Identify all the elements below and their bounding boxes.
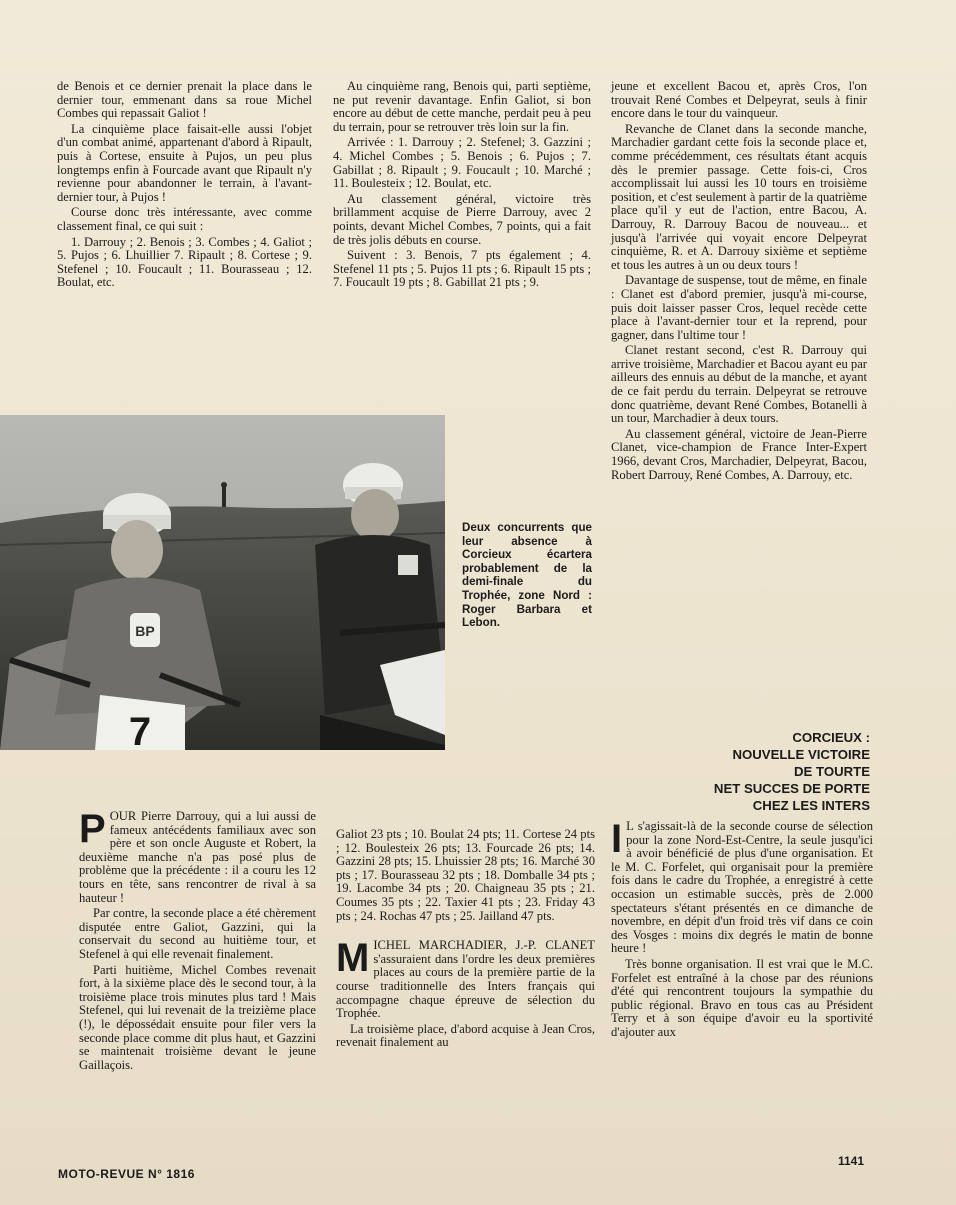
- paragraph: Suivent : 3. Benois, 7 pts également ; 4. Stefenel 11 pts ; 5. Pujos 11 pts ; 6. Ripault 15 pts ; 7. Foucault 19 pts ; 8. Gabillat 21 pts ; 9.: [333, 248, 591, 290]
- paragraph: [79, 807, 316, 905]
- paragraph: Parti huitième, Michel Combes revenait fort, à la sixième place dès le second tour, à la troisième place trois minutes plus tard ! Mais Stefenel, qui lui revenait de la treizième place (!), le dépossédait ensuite pour filer vers la seconde place comme dit plus haut, et Gazzini se maintenait troisième devant le jeune Gaillaçois.: [79, 962, 316, 1072]
- article-column-4: [79, 807, 316, 1074]
- paragraph-text: L s'agissait-là de la seconde course de sélection pour la zone Nord-Est-Centre, la seule jusqu'ici à avoir bénéficié de plus d'une organisation. Et le M. C. Forfelet, qui organisait pour la première fois dans le cadre du Trophée, a enregistré à cette occasion un estimable succès, près de 2.000 spectateurs s'étant présentés en ce dimanche de novembre, en dépit d'un froid très vif dans ce coin des Vosges : moins dix degrés le matin de bonne heure !: [611, 819, 873, 956]
- headline-line: CHEZ LES INTERS: [752, 798, 870, 813]
- drop-cap: M: [336, 936, 370, 981]
- paragraph: Clanet restant second, c'est R. Darrouy qui arrive troisième, Marchadier et Bacou ayant eu par ailleurs des ennuis au début de la manche, et ayant de ce fait perdu du terrain. Delpeyrat se retrouve donc quatrième, devant René Combes, Botanelli à un tour, Marchadier à deux tours.: [611, 343, 867, 426]
- paragraph: Très bonne organisation. Il est vrai que le M.C. Forfelet est entraîné à la chose par des réunions d'été qui rencontrent toujours la sympathie du public régional. Bravo en tous cas au Président Terry et à son équipe d'avoir eu la sportivité d'ajouter aux: [611, 956, 873, 1039]
- headline-line: NOUVELLE VICTOIRE: [732, 747, 870, 762]
- paragraph: Course donc très intéressante, avec comme classement final, ce qui suit :: [57, 205, 312, 233]
- rider-logo: BP: [135, 623, 155, 639]
- paragraph: La troisième place, d'abord acquise à Jean Cros, revenait finalement au: [336, 1021, 595, 1050]
- article-column-6: [611, 817, 873, 1042]
- headline-line: DE TOURTE: [794, 764, 870, 779]
- paragraph: 1. Darrouy ; 2. Benois ; 3. Combes ; 4. Galiot ; 5. Pujos ; 6. Lhuillier 7. Ripault ; 8. Cortese ; 9. Stefenel ; 10. Foucault ; 11. Bourasseau ; 12. Boulat, etc.: [57, 234, 312, 290]
- paragraph: Revanche de Clanet dans la seconde manche, Marchadier gardant cette fois la seconde place et, comme précédemment, ces résultats étant acquis dès le premier passage. Cette fois-ci, Cros accomplissait lui aussi les 10 tours en troisième position, et c'est seulement à partir de la quatrième place qu'il y eut de l'action, entre Bacou, A. Darrouy, R. Darrouy Bacou de nouveau... et jusqu'à l'arrivée qui voyait encore Delpeyrat cinquième, R. et A. Darrouy sixième et septième et tous les autres à un ou deux tours !: [611, 121, 867, 272]
- photo-illustration: [0, 415, 445, 750]
- headline-line: NET SUCCES DE PORTE: [713, 781, 870, 796]
- article-column-1: [57, 80, 312, 292]
- drop-cap: I: [611, 817, 623, 861]
- paragraph: La cinquième place faisait-elle aussi l'objet d'un combat animé, appartenant d'abord à Ripault, puis à Cortese, ensuite à Pujos, un peu plus longtemps enfin à Fourcade avant que Ripault n'y revienne pour abandonner le terrain, à l'avant-dernier tour, à Pujos !: [57, 121, 312, 204]
- article-column-2: [333, 80, 591, 292]
- photo-two-riders: [0, 415, 445, 750]
- article-column-3: [611, 80, 867, 484]
- magazine-footer: MOTO-REVUE N° 1816: [58, 1167, 195, 1181]
- paragraph: Galiot 23 pts ; 10. Boulat 24 pts; 11. Cortese 24 pts ; 12. Boulesteix 26 pts; 13. Fourcade 26 pts; 14. Gazzini 28 pts; 15. Lhuissier 28 pts; 16. Marché 30 pts ; 17. Bourasseau 32 pts ; 18. Domballe 34 pts ; 19. Lacombe 34 pts ; 20. Chaigneau 35 pts ; 21. Coumes 35 pts ; 22. Taxier 41 pts ; 23. Friday 43 pts ; 24. Rochas 47 pts ; 25. Jailland 47 pts.: [336, 827, 595, 923]
- article-headline: [600, 729, 870, 814]
- paragraph: jeune et excellent Bacou et, après Cros, l'on trouvait René Combes et Delpeyrat, seuls à finir encore dans le tour du vainqueur.: [611, 79, 867, 121]
- paragraph: Par contre, la seconde place a été chèrement disputée entre Galiot, Gazzini, qui la conservait du second au huitième tour, et Stefenel à qui elle revenait finalement.: [79, 906, 316, 961]
- paragraph: Arrivée : 1. Darrouy ; 2. Stefenel; 3. Gazzini ; 4. Michel Combes ; 5. Benois ; 6. Pujos ; 7. Gabillat ; 8. Ripault ; 9. Foucault ; 10. Marché ; 11. Boulesteix ; 12. Boulat, etc.: [333, 135, 591, 191]
- paragraph: Au classement général, victoire de Jean-Pierre Clanet, vice-champion de France Inter-Expert 1966, devant Cros, Marchadier, Delpeyrat, Bacou, Robert Darrouy, René Combes, A. Darrouy, etc.: [611, 426, 867, 482]
- headline-line: CORCIEUX :: [792, 730, 870, 745]
- paragraph: Au cinquième rang, Benois qui, parti septième, ne put revenir davantage. Enfin Galiot, si bon encore au début de cette manche, perdait peu à peu du terrain, pour se retrouver très loin sur la fin.: [333, 79, 591, 134]
- paragraph-text: ICHEL MARCHADIER, J.-P. CLANET s'assuraient dans l'ordre les deux premières places au cours de la première partie de la course traditionnelle des Inters français qui accompagne chaque épreuve de sélection du Trophée.: [336, 938, 595, 1021]
- photo-caption: Deux concurrents que leur absence à Corcieux écartera probablement de la demi-finale du Trophée, zone Nord : Roger Barbara et Lebon.: [462, 521, 592, 630]
- article-column-5: [336, 828, 595, 1052]
- paragraph: [611, 817, 873, 956]
- drop-cap: P: [79, 807, 106, 851]
- paragraph: [336, 936, 595, 1021]
- paragraph-text: OUR Pierre Darrouy, qui a lui aussi de fameux antécédents familiaux avec son père et son oncle Auguste et Robert, la deuxième manche n'a pas posé plus de problème que la précédente : il a couru les 12 tours en tête, sans rencontrer de rival à sa hauteur !: [79, 809, 316, 905]
- race-number: 7: [128, 710, 152, 750]
- page-number: 1141: [838, 1154, 865, 1168]
- paragraph: Au classement général, victoire très brillamment acquise de Pierre Darrouy, avec 2 points, devant Michel Combes, 7 points, qui a fait de très jolis débuts en course.: [333, 191, 591, 247]
- paragraph: Davantage de suspense, tout de même, en finale : Clanet est d'abord premier, jusqu'à mi-course, puis doit laisser passer Cros, lequel recède cette place à l'avant-dernier tour et la reprend, pour gagner, dans l'ultime tour !: [611, 273, 867, 342]
- paragraph: de Benois et ce dernier prenait la place dans le dernier tour, emmenant dans sa roue Michel Combes qui repassait Galiot !: [57, 79, 312, 121]
